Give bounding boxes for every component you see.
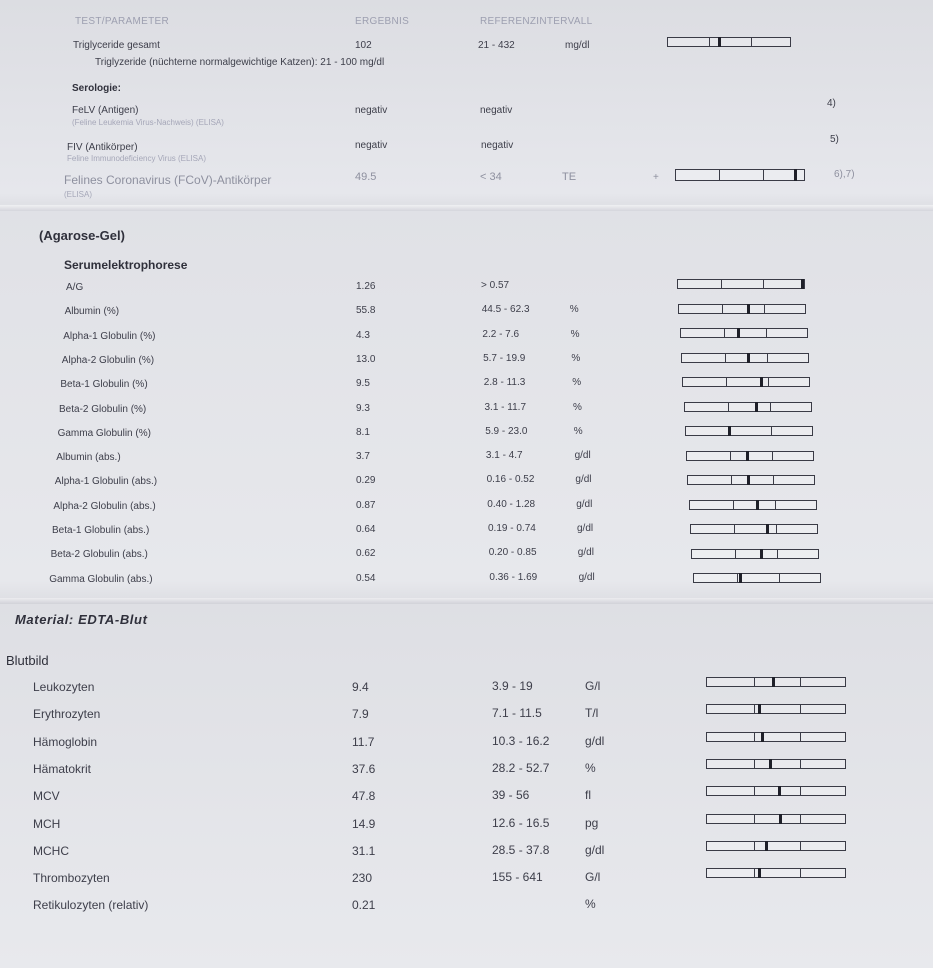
electrophoresis-row-ref: 5.9 - 23.0 xyxy=(485,425,528,437)
electrophoresis-row-name: Alpha-1 Globulin (abs.) xyxy=(54,476,158,488)
fcov-flag: + xyxy=(653,172,659,183)
electrophoresis-row-name: Gamma Globulin (abs.) xyxy=(49,573,153,585)
paper-fold-top xyxy=(0,205,933,211)
range-marker xyxy=(718,37,721,47)
electrophoresis-row-ref: 0.36 - 1.69 xyxy=(489,571,538,583)
blood-row-name: Erythrozyten xyxy=(33,707,101,722)
blood-row-name: MCV xyxy=(33,789,60,804)
range-divider xyxy=(763,280,764,288)
header-test-parameter: TEST/PARAMETER xyxy=(75,16,170,27)
fiv-value: negativ xyxy=(355,140,388,151)
electrophoresis-row-value: 9.5 xyxy=(356,378,370,390)
paper-fold-bottom xyxy=(0,598,933,604)
electrophoresis-row-name: Beta-1 Globulin (%) xyxy=(60,379,148,391)
blood-row-unit: G/l xyxy=(585,870,601,885)
triglyceride-ref: 21 - 432 xyxy=(478,40,515,51)
fiv-name: FIV (Antikörper) xyxy=(67,142,138,153)
blood-row-name: MCH xyxy=(33,816,61,831)
electrophoresis-row-unit: g/dl xyxy=(575,474,592,486)
felv-footnote: 4) xyxy=(827,98,836,109)
blood-row-ref: 39 - 56 xyxy=(492,788,530,803)
blood-row-value: 14.9 xyxy=(352,816,376,831)
blood-row-value: 230 xyxy=(352,871,373,886)
range-divider xyxy=(764,305,765,313)
blood-row-unit: T/l xyxy=(585,706,599,721)
blood-range-bar xyxy=(706,677,846,687)
triglyceride-unit: mg/dl xyxy=(565,40,590,51)
electrophoresis-row-name: Beta-1 Globulin (abs.) xyxy=(52,525,150,536)
electrophoresis-row-value: 9.3 xyxy=(356,402,370,414)
electrophoresis-row-unit: % xyxy=(571,352,581,364)
triglyceride-value: 102 xyxy=(355,40,372,51)
electrophoresis-row-name: Alpha-1 Globulin (%) xyxy=(63,330,156,342)
electrophoresis-row-value: 0.62 xyxy=(356,548,376,560)
blood-range-bar xyxy=(706,704,846,714)
range-divider xyxy=(800,733,801,741)
blood-row-value: 0.21 xyxy=(352,898,376,913)
blood-range-bar xyxy=(706,732,846,742)
electrophoresis-row-ref: 0.19 - 0.74 xyxy=(488,523,536,534)
blood-row-value: 9.4 xyxy=(352,680,369,694)
blood-row-value: 11.7 xyxy=(352,734,375,749)
electrophoresis-range-bar xyxy=(681,353,809,363)
felv-value: negativ xyxy=(355,105,388,116)
electrophoresis-row-name: Alpha-2 Globulin (%) xyxy=(61,354,155,366)
electrophoresis-row-ref: 2.2 - 7.6 xyxy=(482,328,520,340)
blood-row-value: 37.6 xyxy=(352,761,376,776)
range-divider xyxy=(751,38,752,46)
electrophoresis-range-bar xyxy=(684,402,812,412)
range-divider xyxy=(800,678,801,686)
electrophoresis-row-unit: g/dl xyxy=(578,571,595,583)
header-reference: REFERENZINTERVALL xyxy=(480,16,593,27)
electrophoresis-range-bar xyxy=(686,451,814,461)
electrophoresis-row-name: Gamma Globulin (%) xyxy=(57,427,151,439)
electrophoresis-row-name: Beta-2 Globulin (%) xyxy=(59,403,147,415)
electrophoresis-row-value: 1.26 xyxy=(356,281,376,292)
range-divider xyxy=(800,815,801,823)
triglyceride-note: Triglyzeride (nüchterne normalgewichtige Katzen): 21 - 100 mg/dl xyxy=(95,57,385,68)
range-divider xyxy=(754,842,755,850)
fcov-subtitle: (ELISA) xyxy=(64,190,93,199)
electrophoresis-row-ref: 2.8 - 11.3 xyxy=(483,377,526,389)
electrophoresis-row-unit: % xyxy=(572,377,582,389)
electrophoresis-range-bar xyxy=(687,475,815,485)
range-marker xyxy=(728,426,731,436)
range-divider xyxy=(773,476,774,484)
electrophoresis-row-ref: 3.1 - 11.7 xyxy=(484,401,527,413)
range-marker xyxy=(755,402,758,412)
electrophoresis-row-unit: % xyxy=(573,425,583,437)
blood-range-bar xyxy=(706,814,846,824)
electrophoresis-range-bar xyxy=(691,549,819,559)
range-divider xyxy=(726,378,727,386)
blood-row-name: Retikulozyten (relativ) xyxy=(33,898,149,913)
electrophoresis-row-ref: 5.7 - 19.9 xyxy=(483,352,526,364)
blood-row-ref: 10.3 - 16.2 xyxy=(492,733,550,748)
electrophoresis-range-bar xyxy=(685,426,813,436)
triglyceride-name: Triglyceride gesamt xyxy=(73,40,160,51)
electrophoresis-row-name: Beta-2 Globulin (abs.) xyxy=(50,549,148,561)
fiv-subtitle: Feline Immunodeficiency Virus (ELISA) xyxy=(67,154,207,163)
electrophoresis-range-bar xyxy=(690,524,818,534)
electrophoresis-range-bar xyxy=(689,500,817,510)
fiv-ref: negativ xyxy=(481,140,514,151)
blood-range-bar xyxy=(706,868,846,878)
electrophoresis-row-name: Albumin (abs.) xyxy=(56,452,121,464)
range-divider xyxy=(709,38,710,46)
electrophoresis-row-ref: > 0.57 xyxy=(481,280,510,291)
range-marker xyxy=(756,500,759,510)
blood-row-unit: pg xyxy=(585,815,599,830)
electrophoresis-range-bar xyxy=(693,573,821,583)
range-divider xyxy=(779,574,780,582)
range-marker xyxy=(739,573,742,583)
electrophoresis-row-ref: 3.1 - 4.7 xyxy=(485,450,523,462)
range-divider xyxy=(735,550,736,558)
range-marker xyxy=(747,353,750,363)
blood-row-ref: 12.6 - 16.5 xyxy=(492,815,550,830)
range-divider xyxy=(766,329,767,337)
electrophoresis-range-bar xyxy=(682,377,810,387)
electrophoresis-range-bar xyxy=(677,279,805,289)
electrophoresis-row-ref: 0.16 - 0.52 xyxy=(486,474,535,486)
electrophoresis-row-value: 0.54 xyxy=(356,572,376,584)
blood-row-unit: G/l xyxy=(585,679,601,693)
electrophoresis-row-value: 4.3 xyxy=(356,329,370,341)
range-divider xyxy=(754,869,755,877)
blood-row-name: Leukozyten xyxy=(33,680,95,694)
electrophoresis-row-value: 0.29 xyxy=(356,475,376,487)
range-marker xyxy=(794,169,797,181)
blood-row-unit: % xyxy=(585,897,596,912)
fcov-footnote: 6),7) xyxy=(834,169,855,180)
range-marker xyxy=(766,524,769,534)
fcov-unit: TE xyxy=(562,171,577,183)
blood-row-unit: g/dl xyxy=(585,733,605,748)
felv-subtitle: (Feline Leukemia Virus-Nachweis) (ELISA) xyxy=(72,118,224,127)
header-result: ERGEBNIS xyxy=(355,16,410,27)
electrophoresis-row-value: 13.0 xyxy=(356,353,376,365)
electrophoresis-row-ref: 44.5 - 62.3 xyxy=(481,304,530,316)
serology-title: Serologie: xyxy=(72,83,121,94)
range-divider xyxy=(800,705,801,713)
blood-range-bar xyxy=(706,786,846,796)
range-divider xyxy=(800,787,801,795)
electrophoresis-row-value: 0.64 xyxy=(356,524,376,535)
range-divider xyxy=(763,170,764,180)
electrophoresis-row-name: A/G xyxy=(66,282,84,293)
range-marker xyxy=(760,549,763,559)
range-divider xyxy=(754,815,755,823)
electrophoresis-range-bar xyxy=(678,304,806,314)
range-marker xyxy=(779,814,782,824)
range-divider xyxy=(770,403,771,411)
fcov-range-bar xyxy=(675,169,805,181)
range-marker xyxy=(760,377,763,387)
fcov-value: 49.5 xyxy=(355,171,377,183)
range-divider xyxy=(719,170,720,180)
blood-row-value: 31.1 xyxy=(352,843,376,858)
range-marker xyxy=(801,279,804,289)
range-divider xyxy=(767,354,768,362)
electrophoresis-title: Serumelektrophorese xyxy=(64,258,188,272)
range-divider xyxy=(731,476,732,484)
range-divider xyxy=(722,305,723,313)
blood-row-unit: % xyxy=(585,760,596,775)
range-divider xyxy=(800,869,801,877)
range-divider xyxy=(725,354,726,362)
felv-name: FeLV (Antigen) xyxy=(72,105,139,116)
blood-row-ref: 28.2 - 52.7 xyxy=(492,760,550,775)
range-divider xyxy=(730,452,731,460)
range-marker xyxy=(772,677,775,687)
range-divider xyxy=(721,280,722,288)
electrophoresis-row-ref: 0.20 - 0.85 xyxy=(488,547,537,559)
range-divider xyxy=(728,403,729,411)
range-divider xyxy=(800,760,801,768)
blood-row-name: Hämatokrit xyxy=(33,761,92,776)
triglyceride-range-bar xyxy=(667,37,791,47)
range-divider xyxy=(775,501,776,509)
fcov-ref: < 34 xyxy=(480,171,502,183)
range-divider xyxy=(724,329,725,337)
fiv-footnote: 5) xyxy=(830,134,839,145)
range-marker xyxy=(746,451,749,461)
blood-row-ref: 155 - 641 xyxy=(492,870,543,885)
blood-row-ref: 28.5 - 37.8 xyxy=(492,842,550,857)
range-marker xyxy=(758,868,761,878)
blood-row-name: Hämoglobin xyxy=(33,734,98,749)
range-divider xyxy=(754,733,755,741)
electrophoresis-row-unit: g/dl xyxy=(577,523,594,534)
range-divider xyxy=(771,427,772,435)
blood-row-name: MCHC xyxy=(33,843,69,858)
electrophoresis-row-ref: 0.40 - 1.28 xyxy=(487,498,536,510)
range-divider xyxy=(737,574,738,582)
range-marker xyxy=(778,786,781,796)
blood-row-ref: 3.9 - 19 xyxy=(492,679,533,693)
electrophoresis-row-value: 55.8 xyxy=(356,305,376,317)
blood-row-value: 47.8 xyxy=(352,789,376,804)
range-divider xyxy=(772,452,773,460)
fcov-name: Felines Coronavirus (FCoV)-Antikörper xyxy=(64,173,272,187)
electrophoresis-row-value: 8.1 xyxy=(356,426,370,438)
range-divider xyxy=(754,760,755,768)
electrophoresis-row-unit: % xyxy=(573,401,582,413)
blutbild-title: Blutbild xyxy=(6,653,49,668)
range-divider xyxy=(754,678,755,686)
range-marker xyxy=(747,475,750,485)
electrophoresis-row-unit: g/dl xyxy=(577,547,594,559)
range-marker xyxy=(765,841,768,851)
blood-row-value: 7.9 xyxy=(352,707,369,722)
electrophoresis-row-unit: % xyxy=(569,304,579,316)
material-label: Material: EDTA-Blut xyxy=(15,612,148,627)
blood-range-bar xyxy=(706,759,846,769)
electrophoresis-row-unit: % xyxy=(570,328,580,340)
range-marker xyxy=(758,704,761,714)
electrophoresis-row-value: 0.87 xyxy=(356,499,376,511)
blood-row-ref: 7.1 - 11.5 xyxy=(492,706,542,721)
agarose-title: (Agarose-Gel) xyxy=(39,228,125,243)
range-divider xyxy=(733,501,734,509)
range-divider xyxy=(776,525,777,533)
electrophoresis-row-name: Alpha-2 Globulin (abs.) xyxy=(53,500,156,512)
range-divider xyxy=(754,787,755,795)
electrophoresis-row-value: 3.7 xyxy=(356,451,370,463)
range-divider xyxy=(734,525,735,533)
electrophoresis-range-bar xyxy=(680,328,808,338)
range-divider xyxy=(768,378,769,386)
blood-row-unit: g/dl xyxy=(585,842,605,857)
range-divider xyxy=(754,705,755,713)
blood-row-unit: fl xyxy=(585,788,591,803)
blood-range-bar xyxy=(706,841,846,851)
range-marker xyxy=(737,328,740,338)
electrophoresis-row-unit: g/dl xyxy=(574,450,591,462)
felv-ref: negativ xyxy=(480,105,513,116)
range-marker xyxy=(747,304,750,314)
range-divider xyxy=(777,550,778,558)
blood-row-name: Thrombozyten xyxy=(33,871,110,886)
range-marker xyxy=(769,759,772,769)
electrophoresis-row-unit: g/dl xyxy=(576,498,593,510)
electrophoresis-row-name: Albumin (%) xyxy=(64,306,120,318)
range-divider xyxy=(800,842,801,850)
range-marker xyxy=(761,732,764,742)
